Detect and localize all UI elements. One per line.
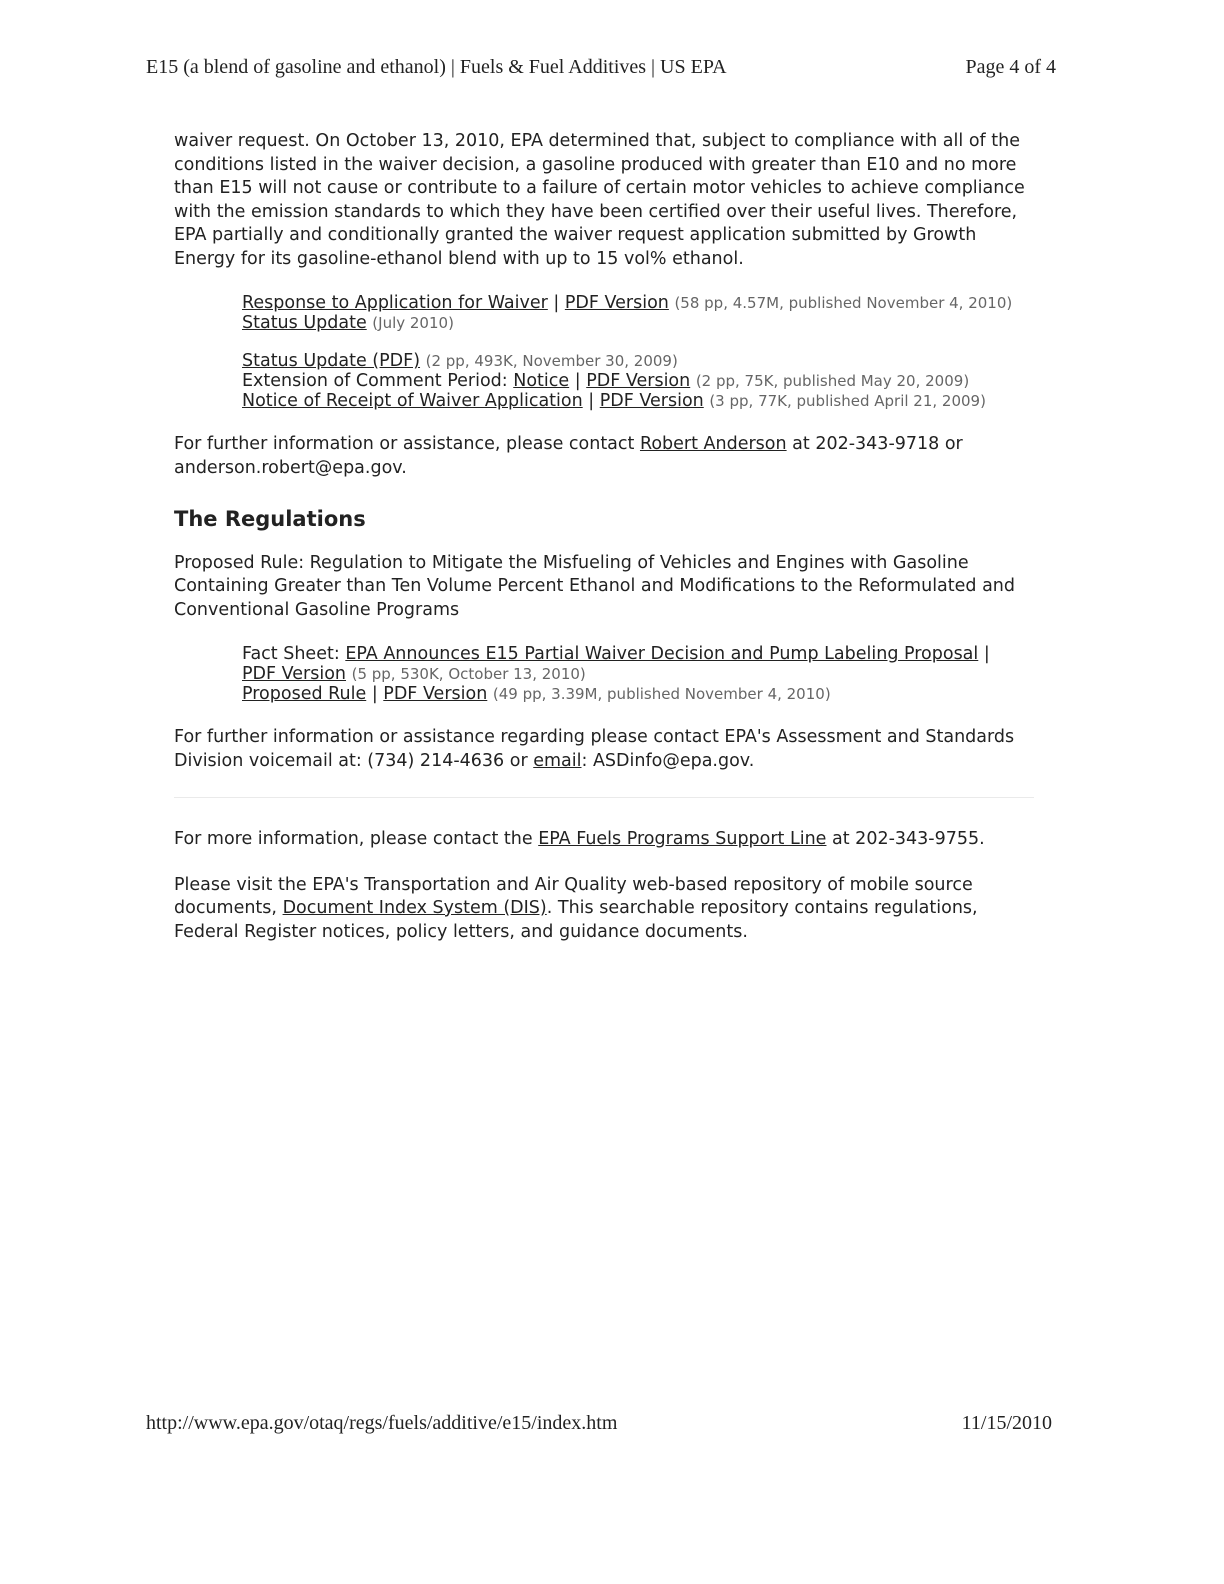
fact-sheet-pdf-link[interactable]: PDF Version	[242, 664, 347, 684]
extension-notice-link[interactable]: Notice	[513, 371, 570, 391]
page-number: Page 4 of 4	[965, 56, 1056, 78]
dis-paragraph: Please visit the EPA's Transportation and Air Quality web-based repository of mobile source documents, Document Index System (DIS). This searchable repository contains regulations, Federal Register notices, policy letters, and guidance documents.	[174, 874, 978, 942]
proposed-rule-link[interactable]: Proposed Rule	[242, 684, 367, 704]
list-item	[242, 313, 1034, 333]
list-item: Response to Application for Waiver | PDF Version (58 pp, 4.57M, published November 4, 2010)	[242, 293, 1013, 313]
status-update-meta: (July 2010)	[372, 314, 454, 332]
waiver-links-list	[242, 293, 1034, 411]
status-update-link[interactable]: Status Update	[242, 313, 367, 333]
status-update-pdf-link[interactable]: Status Update (PDF)	[242, 351, 421, 371]
list-item	[242, 664, 1034, 684]
divider	[174, 797, 1034, 798]
email-link[interactable]: email	[533, 750, 582, 771]
fact-sheet-label: Fact Sheet:	[242, 644, 340, 664]
more-info-paragraph: For more information, please contact the EPA Fuels Programs Support Line at 202-343-9755.	[174, 829, 985, 849]
list-item: Extension of Comment Period: Notice | PDF Version (2 pp, 75K, published May 20, 2009)	[242, 371, 970, 391]
response-to-waiver-link[interactable]: Response to Application for Waiver	[242, 293, 548, 313]
regulation-links-list	[242, 644, 1034, 704]
notice-of-receipt-meta: (3 pp, 77K, published April 21, 2009)	[709, 392, 986, 410]
fact-sheet-meta: (5 pp, 530K, October 13, 2010)	[351, 665, 586, 683]
page-footer-url: http://www.epa.gov/otaq/regs/fuels/additive/e15/index.htm	[146, 1412, 618, 1434]
proposed-rule-meta: (49 pp, 3.39M, published November 4, 2010)	[492, 685, 831, 703]
dis-link[interactable]: Document Index System (DIS)	[282, 898, 547, 918]
response-pdf-link[interactable]: PDF Version	[564, 293, 669, 313]
notice-of-receipt-pdf-link[interactable]: PDF Version	[599, 391, 704, 411]
extension-label: Extension of Comment Period:	[242, 371, 508, 391]
extension-meta: (2 pp, 75K, published May 20, 2009)	[695, 372, 970, 390]
page-header-title: E15 (a blend of gasoline and ethanol) | Fuels & Fuel Additives | US EPA	[146, 56, 727, 78]
contact-paragraph: For further information or assistance, please contact Robert Anderson at 202-343-9718 or anderson.robert@epa.gov.	[174, 434, 963, 478]
list-item	[242, 351, 1034, 371]
fact-sheet-link[interactable]: EPA Announces E15 Partial Waiver Decision and Pump Labeling Proposal	[345, 644, 979, 664]
regulations-heading: The Regulations	[174, 507, 366, 531]
fuels-support-line-link[interactable]: EPA Fuels Programs Support Line	[538, 829, 827, 849]
response-meta: (58 pp, 4.57M, published November 4, 2010)	[674, 294, 1013, 312]
list-item: Proposed Rule | PDF Version (49 pp, 3.39M, published November 4, 2010)	[242, 684, 831, 704]
robert-anderson-link[interactable]: Robert Anderson	[639, 434, 787, 454]
status-update-pdf-meta: (2 pp, 493K, November 30, 2009)	[425, 352, 678, 370]
page-footer-date: 11/15/2010	[961, 1412, 1052, 1434]
list-item: Notice of Receipt of Waiver Application | PDF Version (3 pp, 77K, published April 21, 2009)	[242, 391, 986, 411]
intro-paragraph: waiver request. On October 13, 2010, EPA determined that, subject to compliance with all of the conditions listed in the waiver decision, a gasoline produced with greater than E10 and no more than E15 will not cause or contribute to a failure of certain motor vehicles to achieve compliance with the emission standards to which they have been certified over their useful lives. Therefore, EPA partially and conditionally granted the waiver request application submitted by Growth Energy for its gasoline-ethanol blend with up to 15 vol% ethanol.	[174, 131, 1025, 269]
notice-of-receipt-link[interactable]: Notice of Receipt of Waiver Application	[242, 391, 583, 411]
proposed-rule-pdf-link[interactable]: PDF Version	[383, 684, 488, 704]
list-item: Fact Sheet: EPA Announces E15 Partial Waiver Decision and Pump Labeling Proposal |	[242, 644, 990, 664]
extension-pdf-link[interactable]: PDF Version	[586, 371, 691, 391]
proposed-rule-paragraph: Proposed Rule: Regulation to Mitigate the Misfueling of Vehicles and Engines with Gasoline Containing Greater than Ten Volume Percent Ethanol and Modifications to the Reformulated and Conventional Gasoline Programs	[174, 552, 1015, 620]
main-content	[174, 130, 1034, 944]
assessment-contact-paragraph: For further information or assistance regarding please contact EPA's Assessment and Standards Division voicemail at: (734) 214-4636 or email: ASDinfo@epa.gov.	[174, 727, 1015, 771]
